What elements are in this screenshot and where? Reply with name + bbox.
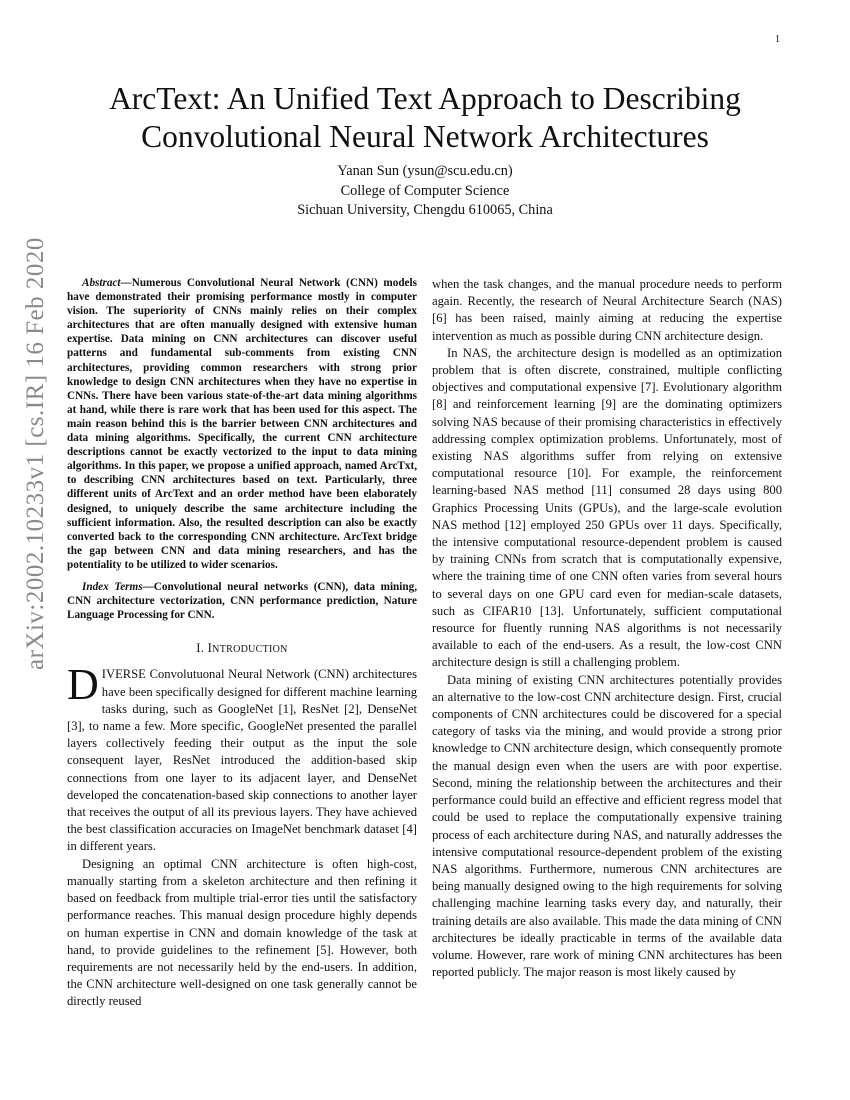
intro-paragraph-2-continued: when the task changes, and the manual procedure needs to perform again. Recently, the research of Neural Architecture Search (NAS) [6] has been raised, mainly aiming at reducing the expertise intervention as much as possible during CNN architecture design.	[432, 277, 782, 343]
author-name: Yanan Sun (ysun@scu.edu.cn)	[337, 163, 513, 179]
section-heading-numeral: I. I	[196, 641, 213, 656]
intro-paragraph-4: Data mining of existing CNN architectures potentially provides an alternative to the low-cost CNN architecture design. First, crucial components of CNN architectures could be discovered for a special category of tasks via the mining, and would provide a strong prior knowledge to CNN architecture design, which consequently promote the manual design even when the users are with poor expertise. Second, mining the relationship between the architectures and their performance could build an effective and efficient regress model that could be used to replace the computationally expensive training process of each architecture during NAS, and naturally addresses the intensive computational resource-dependent problem of the existing NAS algorithms. Furthermore, numerous CNN architectures are being manually designed owing to the high requirements for solving challenging machine learning tasks every day, and naturally, their training details are also available. This made the data mining of CNN architectures be ideally practicable in terms of the available data volume. However, rare work of mining CNN architectures has been reported publicly. The major reason is most likely caused by	[432, 672, 782, 980]
arxiv-identifier-watermark: arXiv:2002.10233v1 [cs.IR] 16 Feb 2020	[22, 237, 49, 670]
drop-cap: D	[67, 660, 99, 710]
abstract	[67, 276, 417, 572]
paper-title	[60, 80, 790, 156]
title-line-1: ArcText: An Unified Text Approach to Describing	[109, 81, 741, 116]
left-column	[67, 276, 417, 1011]
page-number: 1	[775, 34, 780, 45]
index-terms-text: —Convolutional neural networks (CNN), data mining, CNN architecture vectorization, CNN performance prediction, Nature Language Processing for CNN.	[67, 580, 417, 622]
author-affiliation: Sichuan University, Chengdu 610065, China	[297, 202, 553, 218]
intro-paragraph-2: Designing an optimal CNN architecture is often high-cost, manually starting from a skeleton architecture and then refining it based on feedback from multiple trial-error ties until the satisfactory performance reaches. This manual design procedure highly depends on human expertise in CNN and domain knowledge of the task at hand, to provide guidelines to the refinement [5]. However, both requirements are not necessarily held by the end-users. In addition, the CNN architecture well-designed on one task generally cannot be directly reused	[67, 856, 417, 1009]
right-column	[432, 276, 782, 981]
intro-paragraph-1	[67, 660, 417, 855]
title-line-2: Convolutional Neural Network Architectures	[141, 119, 709, 154]
section-heading-introduction	[67, 640, 417, 658]
section-heading-rest: NTRODUCTION	[212, 644, 288, 656]
abstract-label: Abstract	[82, 277, 121, 289]
author-department: College of Computer Science	[340, 182, 510, 199]
author-block	[100, 162, 750, 221]
intro-paragraph-1-text: Convolutuonal Neural Network (CNN) architectures have been specifically designed for different machine learning tasks during, such as GoogleNet [1], ResNet [2], DenseNet [3], to name a few. More specific, GoogleNet presented the parallel layers collectively feeding their output as the input the sole consequent layer, ResNet introduced the addition-based skip connections from one layer to its adjacent layer, and DenseNet developed the concatenation-based skip connections to another layer that receives the output of all its previous layers. They have achieved the best classification accuracies on ImageNet benchmark dataset [4] in different years.	[67, 667, 417, 854]
index-terms-label: Index Terms	[82, 580, 143, 593]
abstract-text: —Numerous Convolutional Neural Network (CNN) models have demonstrated their promising performance mostly in computer vision. The superiority of CNNs mainly relies on their complex architectures that are often manually designed with extensive human expertise. Data mining on CNN architectures can discover useful patterns and fundamental sub-comments from existing CNN architectures, providing common researchers with strong prior knowledge to design CNN architectures when they have no expertise in CNNs. There have been various state-of-the-art data mining algorithms at hand, while there is rare work that has been used for this aspect. The main reason behind this is the barrier between CNN architectures and data mining algorithms. Specifically, the current CNN architecture descriptions cannot be exactly vectorized to the input to data mining algorithms. In this paper, we propose a unified approach, named ArcTxt, to describing CNN architectures based on text. Particularly, three different units of ArcText and an order method have been elaborately designed, to uniquely describe the same architecture including the sufficient information. Also, the resulted description can also be exactly converted back to the corresponding CNN architecture. ArcText bridge the gap between CNN and data mining researchers, and has the potentiality to be utilized to wider scenarios.	[67, 277, 417, 571]
intro-lead-word: IVERSE	[101, 667, 146, 682]
intro-paragraph-3: In NAS, the architecture design is modelled as an optimization problem that is often discrete, constrained, multiple conflicting objectives and computational expensive [7]. Evolutionary algorithm [8] and reinforcement learning [9] are the dominating optimizers solving NAS because of their promising characteristics in effectively addressing complex optimization problems. Unfortunately, most of existing NAS algorithms suffer from relying on extensive computational resource [10]. For example, the reinforcement learning-based NAS method [11] consumed 28 days using 800 Graphics Processing Units (GPUs), and the large-scale evolution NAS method [12] employed 250 GPUs over 11 days. Specifically, the intensive computational resource-dependent problem is caused by training CNNs from scratch that is computationally expensive, where the training time of one CNN often varies from several hours to several days on one GPU card even for median-scale datasets, such as CIFAR10 [13]. Unfortunately, sufficient computational resource for fluently running NAS algorithms is not necessarily available to each of the end-users. As a result, the low-cost CNN architecture design is still a challenging problem.	[432, 345, 782, 670]
index-terms	[67, 580, 417, 622]
